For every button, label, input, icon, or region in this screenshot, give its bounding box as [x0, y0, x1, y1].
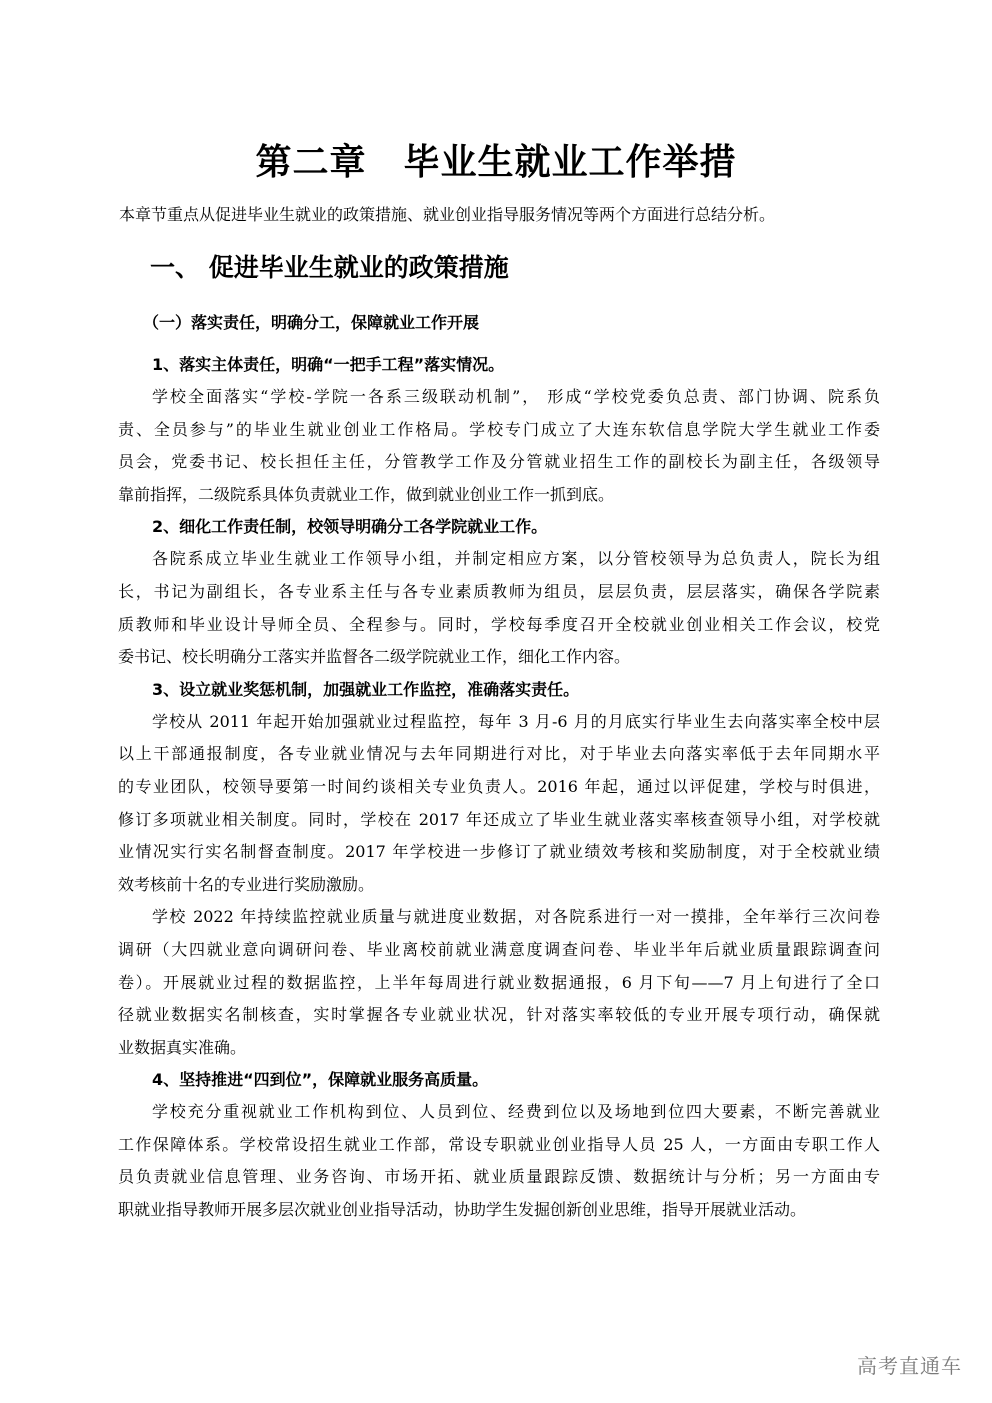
paragraph-line: 职就业指导教师开展多层次就业创业指导活动，协助学生发掘创新创业思维，指导开展就业活动。 — [118, 1200, 807, 1220]
paragraph-line: 员会，党委书记、校长担任主任，分管教学工作及分管就业招生工作的副校长为副主任，各级领导 — [118, 452, 880, 472]
item-heading: 3、设立就业奖惩机制，加强就业工作监控，准确落实责任。 — [152, 679, 580, 699]
paragraph-line: 径就业数据实名制核查，实时掌握各专业就业状况，针对落实率较低的专业开展专项行动，确保就 — [118, 1005, 880, 1025]
paragraph-line: 各院系成立毕业生就业工作领导小组，并制定相应方案，以分管校领导为总负责人，院长为组 — [152, 549, 880, 569]
paragraph-line: 学校全面落实“学校-学院一各系三级联动机制”， 形成“学校党委负总责、部门协调、院系负 — [152, 387, 880, 406]
paragraph-line: 学校充分重视就业工作机构到位、人员到位、经费到位以及场地到位四大要素，不断完善就业 — [152, 1102, 880, 1122]
paragraph-line: 靠前指挥，二级院系具体负责就业工作，做到就业创业工作一抓到底。 — [118, 484, 615, 504]
paragraph-line: 业数据真实准确。 — [118, 1037, 247, 1057]
section-heading: 一、 促进毕业生就业的政策措施 — [150, 253, 509, 282]
document-body — [118, 349, 880, 1227]
paragraph-line: 工作保障体系。学校常设招生就业工作部，常设专职就业创业指导人员 25 人，一方面由专职工作人 — [118, 1134, 880, 1154]
paragraph-line: 卷）。开展就业过程的数据监控，上半年每周进行就业数据通报，6 月下旬——7 月上旬进行了全口 — [118, 972, 880, 992]
paragraph — [118, 706, 880, 902]
paragraph-line: 委书记、校长明确分工落实并监督各二级学院就业工作，细化工作内容。 — [118, 647, 631, 667]
paragraph-line: 长，书记为副组长，各专业系主任与各专业素质教师为组员，层层负责，层层落实，确保各学院素 — [118, 581, 880, 601]
paragraph-line: 业情况实行实名制督查制度。2017 年学校进一步修订了就业绩效考核和奖励制度，对于全校就业绩 — [118, 842, 880, 862]
item-heading: 4、坚持推进“四到位”，保障就业服务高质量。 — [152, 1070, 489, 1090]
paragraph — [118, 901, 880, 1064]
paragraph-line: 修订多项就业相关制度。同时，学校在 2017 年还成立了毕业生就业落实率核查领导小组，对学校就 — [118, 809, 880, 829]
paragraph-line: 调研（大四就业意向调研问卷、毕业离校前就业满意度调查问卷、毕业半年后就业质量跟踪调查问 — [118, 939, 880, 959]
subsection-heading: （一）落实责任，明确分工，保障就业工作开展 — [143, 313, 480, 332]
watermark-text: 高考直通车 — [857, 1354, 962, 1378]
paragraph-line: 学校 2022 年持续监控就业质量与就进度业数据，对各院系进行一对一摸排，全年举行三次问卷 — [152, 907, 880, 927]
paragraph-line: 以上干部通报制度，各专业就业情况与去年同期进行对比，对于毕业去向落实率低于去年同期水平 — [118, 744, 880, 764]
paragraph-line: 责、全员参与”的毕业生就业创业工作格局。学校专门成立了大连东软信息学院大学生就业工作委 — [118, 419, 880, 439]
paragraph — [118, 381, 880, 511]
chapter-title: 第二章 毕业生就业工作举措 — [255, 142, 737, 183]
paragraph — [118, 1096, 880, 1226]
paragraph — [118, 543, 880, 673]
chapter-intro: 本章节重点从促进毕业生就业的政策措施、就业创业指导服务情况等两个方面进行总结分析。 — [119, 205, 776, 224]
paragraph-line: 员负责就业信息管理、业务咨询、市场开拓、就业质量跟踪反馈、数据统计与分析；另一方面由专 — [118, 1167, 880, 1187]
item-heading: 2、细化工作责任制，校领导明确分工各学院就业工作。 — [152, 517, 548, 537]
paragraph-line: 质教师和毕业设计导师全员、全程参与。同时，学校每季度召开全校就业创业相关工作会议，校党 — [118, 614, 880, 634]
paragraph-line: 学校从 2011 年起开始加强就业过程监控，每年 3 月-6 月的月底实行毕业生去向落实率全校中层 — [152, 711, 880, 731]
paragraph-line: 效考核前十名的专业进行奖励激励。 — [118, 874, 375, 894]
paragraph-line: 的专业团队，校领导要第一时间约谈相关专业负责人。2016 年起，通过以评促建，学校与时俱进， — [118, 776, 880, 796]
item-heading: 1、落实主体责任，明确“一把手工程”落实情况。 — [152, 355, 505, 374]
